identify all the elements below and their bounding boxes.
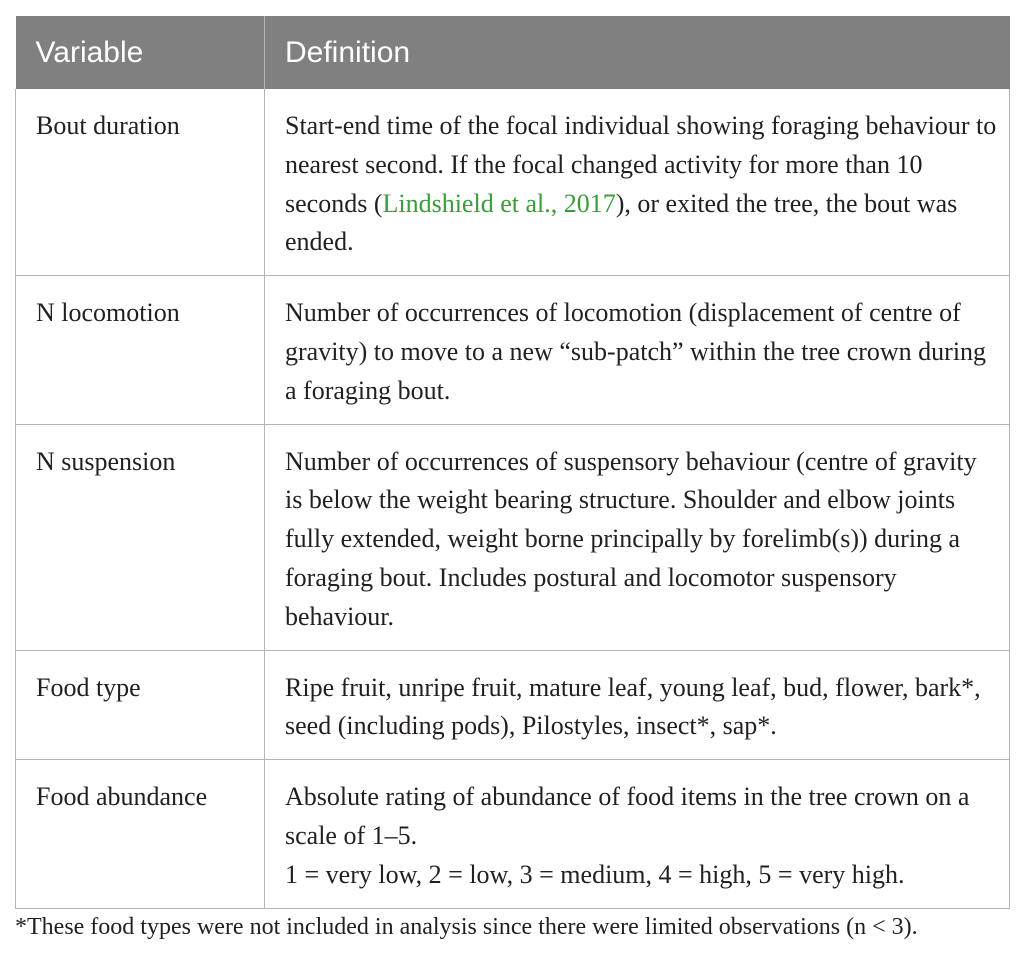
variable-cell: N suspension	[16, 424, 265, 650]
table-row-n-locomotion	[16, 276, 1010, 424]
definitions-table	[15, 16, 1010, 909]
header-row	[16, 16, 1010, 89]
table-row-food-abundance	[16, 760, 1010, 908]
definition-line-1: Absolute rating of abundance of food items in the tree crown on a scale of 1–5.	[285, 782, 970, 850]
definition-text: Start-end time of the focal individual showing foraging behaviour to nearest second. If the focal changed activity for more than 10 seconds (	[285, 111, 997, 218]
table-row-food-type	[16, 650, 1010, 760]
definition-cell: Ripe fruit, unripe fruit, mature leaf, young leaf, bud, flower, bark*, seed (including pods), Pilostyles, insect*, sap*.	[265, 650, 1010, 760]
definition-line-2: 1 = very low, 2 = low, 3 = medium, 4 = high, 5 = very high.	[285, 859, 905, 889]
header-definition: Definition	[265, 16, 1010, 89]
header-variable: Variable	[16, 16, 265, 89]
definition-text-end: ), or exited the tree, the bout was ended.	[285, 188, 958, 257]
variable-cell: Food abundance	[16, 760, 265, 908]
table-row-bout-duration	[16, 89, 1010, 276]
table-header	[16, 16, 1010, 89]
definition-cell: Number of occurrences of locomotion (displacement of centre of gravity) to move to a new “sub-patch” within the tree crown during a foraging bout.	[265, 276, 1010, 424]
definition-cell: Number of occurrences of suspensory behaviour (centre of gravity is below the weight bearing structure. Shoulder and elbow joints fully extended, weight borne principally by forelimb(s)) during a foraging bout. Includes postural and locomotor suspensory behaviour.	[265, 424, 1010, 650]
variable-cell: Bout duration	[16, 89, 265, 276]
table-row-n-suspension	[16, 424, 1010, 650]
variable-cell: N locomotion	[16, 276, 265, 424]
definitions-table-wrapper	[15, 16, 1009, 909]
variable-cell: Food type	[16, 650, 265, 760]
table-body	[16, 89, 1010, 908]
table-footnote: *These food types were not included in analysis since there were limited observations (n < 3).	[15, 914, 918, 940]
citation-link[interactable]: Lindshield et al., 2017	[382, 188, 616, 218]
definition-cell	[265, 89, 1010, 276]
definition-cell	[265, 760, 1010, 908]
